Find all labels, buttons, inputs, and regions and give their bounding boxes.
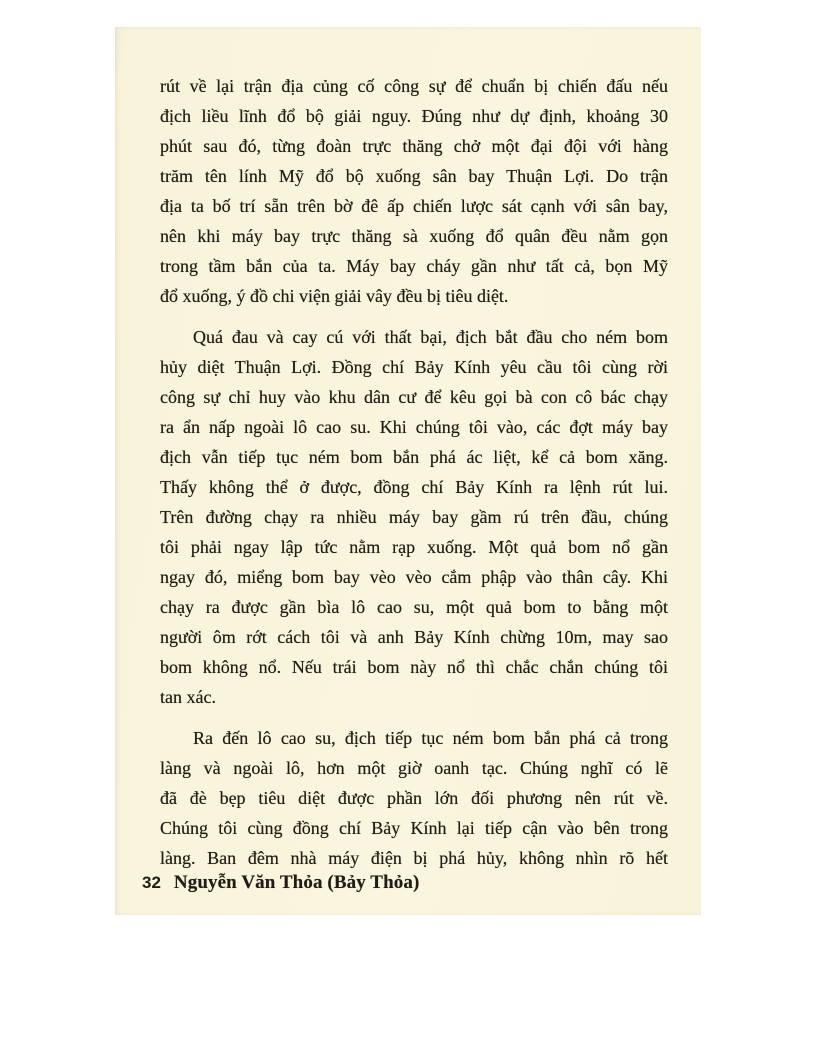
paragraph <box>160 322 668 712</box>
text-line: Thấy không thể ở được, đồng chí Bảy Kính ra lệnh rút lui. <box>160 477 668 497</box>
text-line: đổ xuống, ý đồ chi viện giải vây đều bị tiêu diệt. <box>160 286 509 306</box>
text-line: trong tầm bắn của ta. Máy bay cháy gần như tất cả, bọn Mỹ <box>160 256 668 276</box>
page-footer <box>142 872 419 894</box>
text-line: công sự chỉ huy vào khu dân cư để kêu gọi bà con cô bác chạy <box>160 387 668 407</box>
paragraph <box>160 71 668 311</box>
text-line: hủy diệt Thuận Lợi. Đồng chí Bảy Kính yêu cầu tôi cùng rời <box>160 357 668 377</box>
text-line: địa ta bố trí sẵn trên bờ đê ấp chiến lược sát cạnh với sân bay, <box>160 196 668 216</box>
text-line: nên khi máy bay trực thăng sà xuống đổ quân đều nằm gọn <box>160 226 668 246</box>
page-number: 32 <box>142 873 161 892</box>
book-page <box>115 27 701 915</box>
text-line: Trên đường chạy ra nhiều máy bay gầm rú trên đầu, chúng <box>160 507 668 527</box>
text-line: làng và ngoài lô, hơn một giờ oanh tạc. Chúng nghĩ có lẽ <box>160 758 668 778</box>
text-line: Chúng tôi cùng đồng chí Bảy Kính lại tiếp cận vào bên trong <box>160 818 668 838</box>
text-line: rút về lại trận địa củng cố công sự để chuẩn bị chiến đấu nếu <box>160 76 668 96</box>
running-title: Nguyễn Văn Thỏa (Bảy Thỏa) <box>173 872 420 893</box>
text-line: bom không nổ. Nếu trái bom này nổ thì chắc chắn chúng tôi <box>160 657 668 677</box>
text-line: Quá đau và cay cú với thất bại, địch bắt đầu cho ném bom <box>193 327 668 347</box>
text-line: ra ẩn nấp ngoài lô cao su. Khi chúng tôi vào, các đợt máy bay <box>160 417 668 437</box>
page-text-block <box>160 71 668 873</box>
text-line: chạy ra được gần bìa lô cao su, một quả bom to bằng một <box>160 597 668 617</box>
text-line: tôi phải ngay lập tức nằm rạp xuống. Một quả bom nổ gần <box>160 537 668 557</box>
text-line: đã đè bẹp tiêu diệt được phần lớn đối phương nên rút về. <box>160 788 668 808</box>
text-line: địch liều lĩnh đổ bộ giải nguy. Đúng như dự định, khoảng 30 <box>160 106 668 126</box>
text-line: ngay đó, miểng bom bay vèo vèo cắm phập vào thân cây. Khi <box>160 567 668 587</box>
text-line: người ôm rớt cách tôi và anh Bảy Kính chừng 10m, may sao <box>160 627 668 647</box>
text-line: địch vẫn tiếp tục ném bom bắn phá ác liệt, kể cả bom xăng. <box>160 447 668 467</box>
text-line: phút sau đó, từng đoàn trực thăng chở một đại đội với hàng <box>160 136 668 156</box>
text-line: trăm tên lính Mỹ đổ bộ xuống sân bay Thuận Lợi. Do trận <box>160 166 668 186</box>
text-line: làng. Ban đêm nhà máy điện bị phá hủy, không nhìn rõ hết <box>160 848 668 868</box>
paragraph <box>160 723 668 873</box>
text-line: tan xác. <box>160 687 216 707</box>
text-line: Ra đến lô cao su, địch tiếp tục ném bom bắn phá cả trong <box>193 728 668 748</box>
